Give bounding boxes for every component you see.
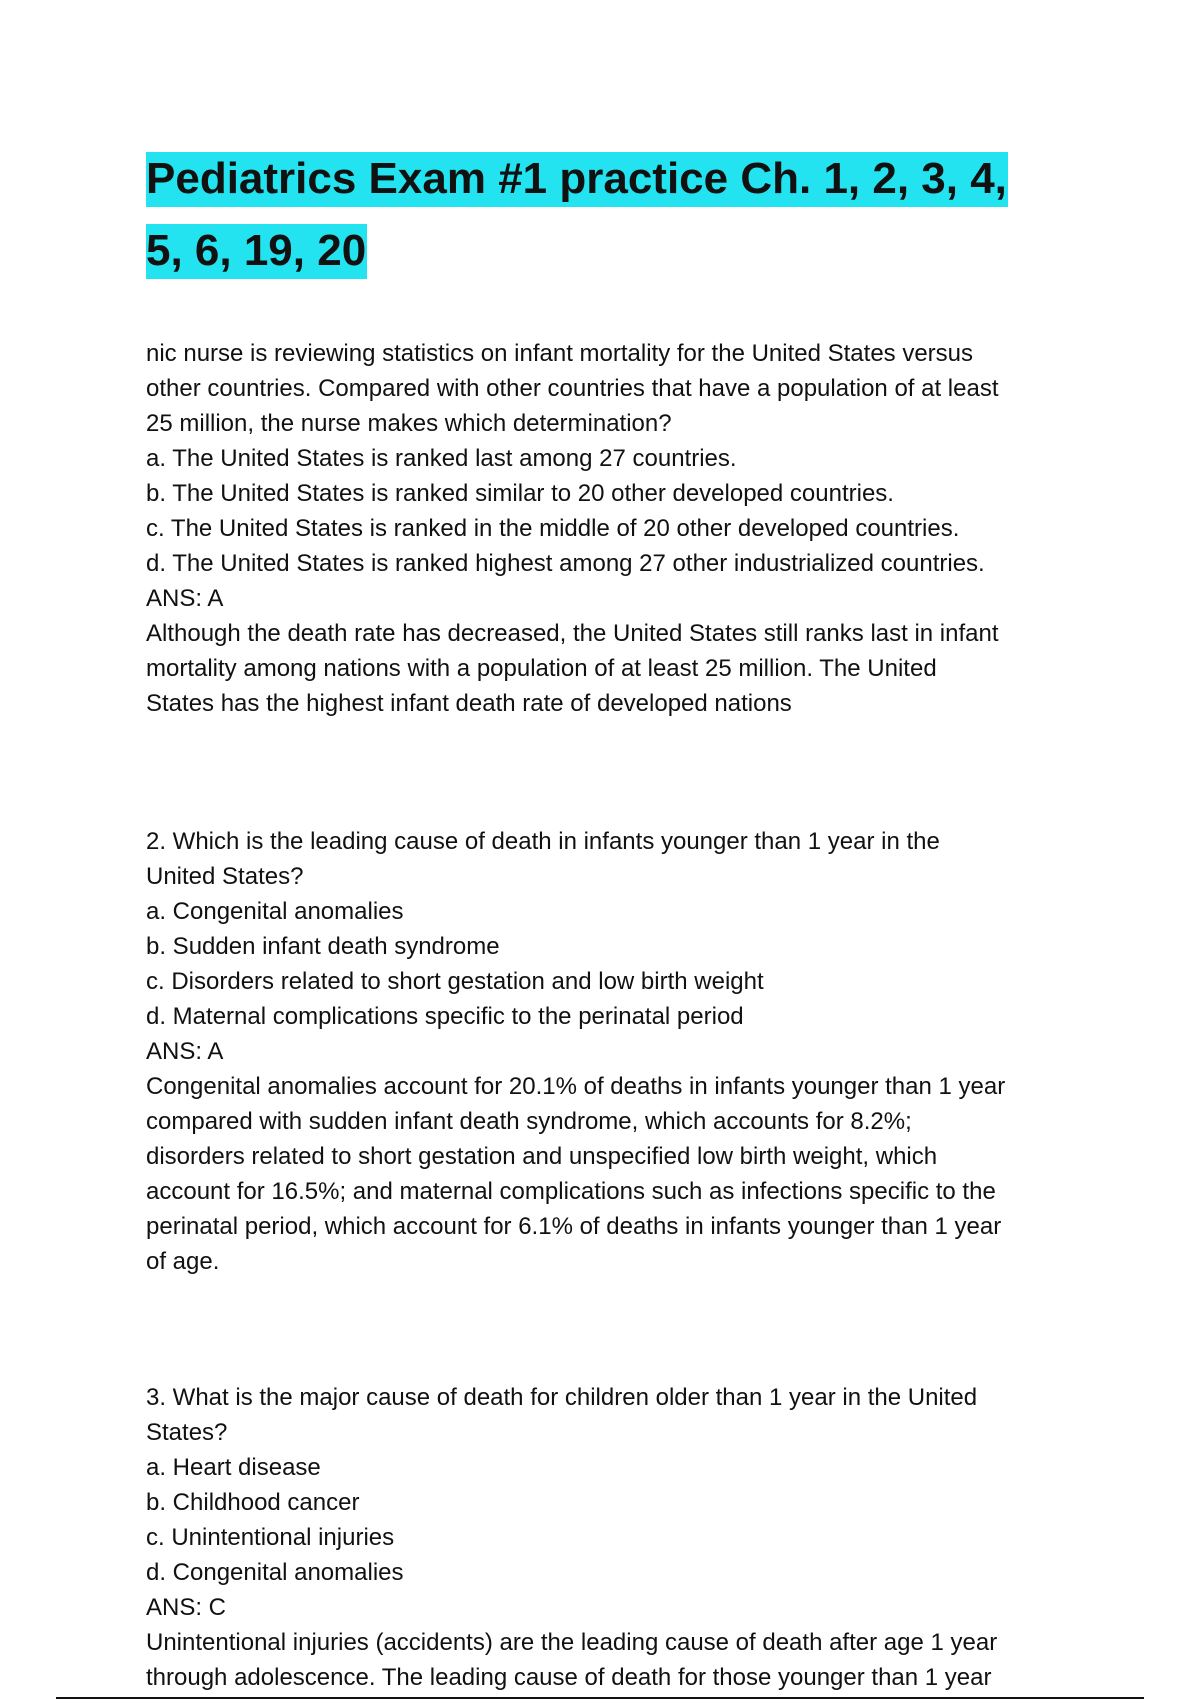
question-stem-line: 3. What is the major cause of death for children older than 1 year in the United [146, 1384, 978, 1411]
answer-option-b: b. Childhood cancer [146, 1489, 360, 1516]
question-stem-line: States? [146, 1419, 228, 1446]
rationale-line: Although the death rate has decreased, the United States still ranks last in infant [146, 620, 999, 647]
answer-key: ANS: C [146, 1594, 227, 1621]
rationale-line: through adolescence. The leading cause of death for those younger than 1 year [146, 1664, 992, 1691]
answer-option-a: a. Congenital anomalies [146, 898, 404, 925]
question-stem-line: United States? [146, 863, 304, 890]
answer-option-c: c. Disorders related to short gestation and low birth weight [146, 968, 764, 995]
rationale-line: of age. [146, 1248, 220, 1275]
rationale-line: account for 16.5%; and maternal complications such as infections specific to the [146, 1178, 996, 1205]
rationale-line: perinatal period, which account for 6.1% of deaths in infants younger than 1 year [146, 1213, 1002, 1240]
question-block-2 [146, 824, 1106, 1279]
answer-option-a: a. The United States is ranked last among 27 countries. [146, 445, 737, 472]
rationale-line: mortality among nations with a population of at least 25 million. The United [146, 655, 937, 682]
question-stem-line: 2. Which is the leading cause of death in infants younger than 1 year in the [146, 828, 940, 855]
rationale-line: Congenital anomalies account for 20.1% of deaths in infants younger than 1 year [146, 1073, 1006, 1100]
question-stem-line: 25 million, the nurse makes which determination? [146, 410, 672, 437]
answer-option-b: b. The United States is ranked similar to 20 other developed countries. [146, 480, 894, 507]
question-stem-line: other countries. Compared with other countries that have a population of at least [146, 375, 999, 402]
rationale-line: disorders related to short gestation and unspecified low birth weight, which [146, 1143, 938, 1170]
answer-key: ANS: A [146, 585, 224, 612]
answer-option-c: c. Unintentional injuries [146, 1524, 395, 1551]
title-line-2: 5, 6, 19, 20 [146, 215, 1106, 287]
answer-option-d: d. Congenital anomalies [146, 1559, 404, 1586]
question-block-1 [146, 336, 1106, 721]
page-bottom-divider [56, 1697, 1144, 1699]
answer-option-d: d. The United States is ranked highest among 27 other industrialized countries. [146, 550, 985, 577]
title-line-1: Pediatrics Exam #1 practice Ch. 1, 2, 3, 4, [146, 143, 1106, 215]
rationale-line: States has the highest infant death rate of developed nations [146, 690, 792, 717]
answer-option-c: c. The United States is ranked in the middle of 20 other developed countries. [146, 515, 960, 542]
rationale-line: Unintentional injuries (accidents) are the leading cause of death after age 1 year [146, 1629, 998, 1656]
answer-option-d: d. Maternal complications specific to the perinatal period [146, 1003, 744, 1030]
document-title [146, 143, 1106, 287]
question-block-3 [146, 1380, 1106, 1695]
answer-option-a: a. Heart disease [146, 1454, 321, 1481]
question-stem-line: nic nurse is reviewing statistics on infant mortality for the United States versus [146, 340, 974, 367]
answer-option-b: b. Sudden infant death syndrome [146, 933, 500, 960]
answer-key: ANS: A [146, 1038, 224, 1065]
rationale-line: compared with sudden infant death syndrome, which accounts for 8.2%; [146, 1108, 912, 1135]
